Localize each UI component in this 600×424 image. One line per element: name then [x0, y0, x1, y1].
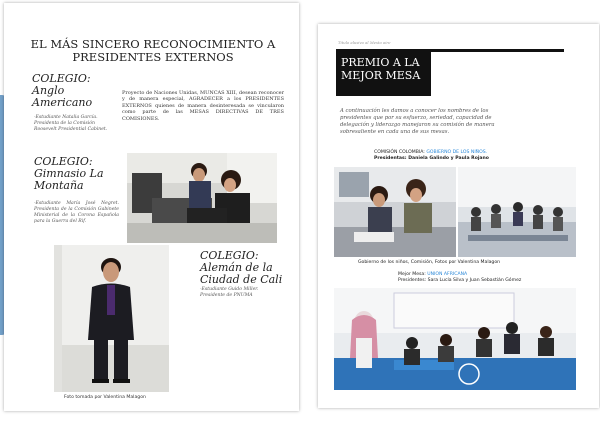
photo-commission-2 — [458, 167, 576, 257]
photo-guido-miller — [54, 245, 169, 392]
right-photo-caption: Gobierno de los niños, Comisión, Fotos por Valentina Malagon — [358, 260, 501, 265]
best-table-title: PREMIO A LA MEJOR MESA — [336, 52, 431, 96]
commission-colombia-name: GOBIERNO DE LOS NIÑOS. — [426, 150, 488, 155]
left-page — [4, 3, 299, 411]
college-gimnasio-la-montana: COLEGIO: Gimnasio La Montaña — [34, 155, 104, 192]
best-table-union-africana: Mejor Mesa: UNION AFRICANA — [398, 272, 468, 277]
photo-commission-1 — [334, 167, 456, 257]
photo-union-africana — [334, 288, 576, 390]
college-anglo-americano: COLEGIO: Anglo Americano — [32, 72, 93, 109]
left-page-title: EL MÁS SINCERO RECONOCIMIENTO A PRESIDENTES EXTERNOS — [30, 37, 276, 64]
commission-colombia-presidents: Presidentas: Daniela Galindo y Paula Rojano — [374, 156, 489, 161]
best-table-intro: A continuación les damos a conocer los nombres de los presidentes que por su esfuerzo, seriedad, capacidad de delegación y liderazgo manejaron su comisión de manera sobresaliente en cada una de sus mesas. — [340, 108, 495, 135]
right-page — [318, 24, 599, 408]
rep-maria-jose-negret: -Estudiante María José Negret. Presidenta de la Comisión Gabinete Ministerial de la Corona Española para la Guerra del Rif. — [34, 201, 119, 224]
rep-natalia-garcia: -Estudiante Natalia García. Presidenta de la Comisión Roosevelt Presidential Cabinet. — [34, 115, 108, 132]
rep-guido-miller: -Estudiante Guido Miller. Presidente de PNUMA — [200, 287, 259, 298]
college-aleman-cali: COLEGIO: Alemán de la Ciudad de Cali — [200, 249, 283, 286]
right-page-header: Titulo alusivo al Mesto aire — [338, 40, 391, 45]
commission-colombia: COMISIÓN COLOMBIA: GOBIERNO DE LOS NIÑOS. — [374, 150, 488, 155]
photo-presidents-laptop — [127, 153, 277, 243]
left-photo-caption: Foto tomada por Valentina Malagon — [64, 395, 146, 400]
union-africana-name: UNION AFRICANA — [427, 272, 468, 277]
union-africana-presidents: Presidentes: Sara Lucía Silva y Juan Sebastián Gómez — [398, 278, 522, 283]
recognition-body-text: Proyecto de Naciones Unidas, MUNCAS XIII, desean reconocer y de manera especial, AGRADECER a los PRESIDENTES EXTERNOS quienes de manera desinteresada se vincularon como parte de las MESAS DIRECTIVAS DE TRES COMISIONES. — [122, 90, 284, 122]
